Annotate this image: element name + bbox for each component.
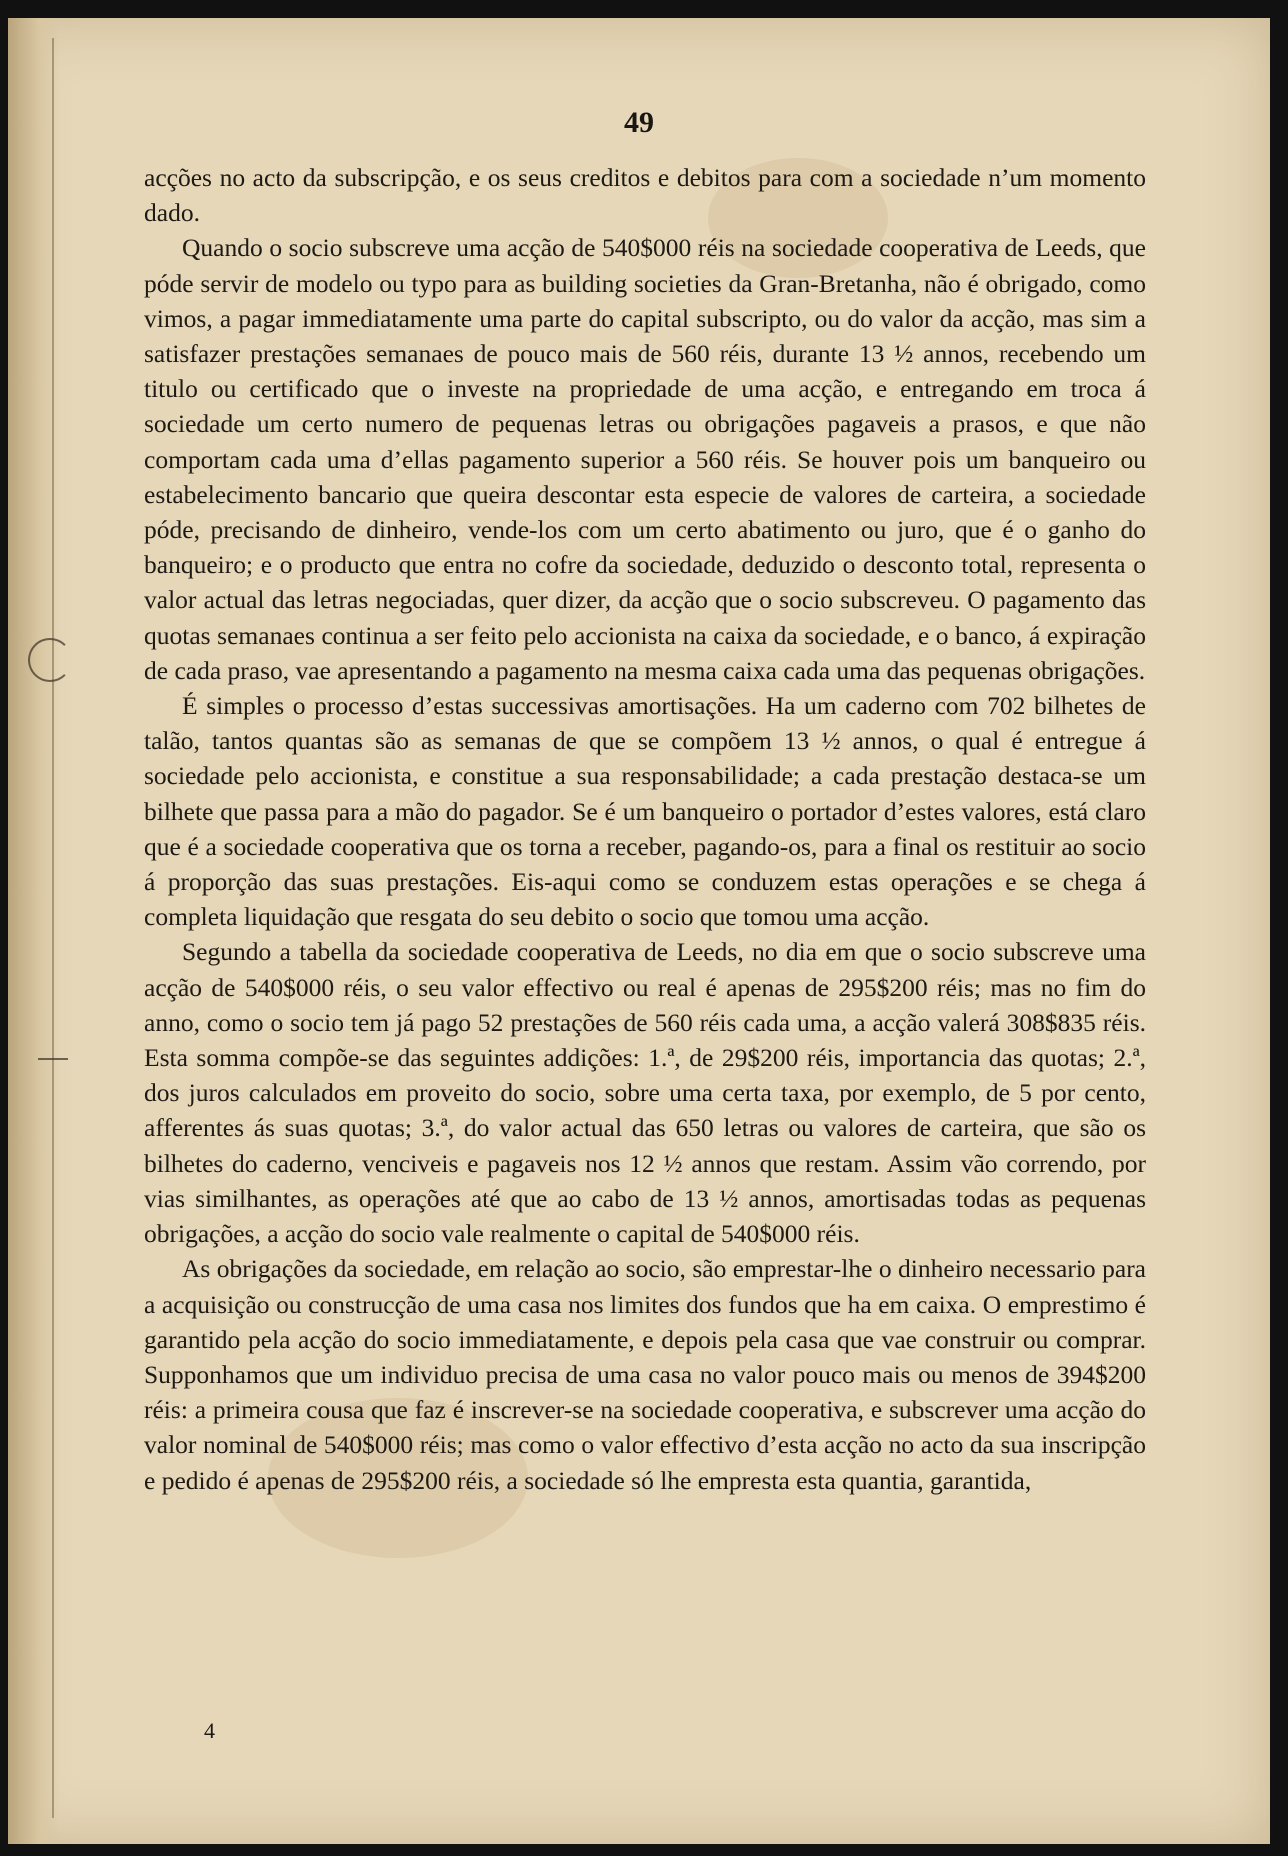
paragraph: É simples o processo d’estas successivas amortisações. Ha um caderno com 702 bilhetes de talão, tantos quantas são as semanas de que se compõem 13 ½ annos, o qual é entregue á sociedade pelo accionista, e constitue a sua responsabilidade; a cada prestação destaca-se um bilhete que passa para a mão do pagador. Se é um banqueiro o portador d’estes valores, está claro que é a sociedade cooperativa que os torna a receber, pagando-os, para a final os restituir ao socio á proporção das suas prestações. Eis-aqui como se conduzem estas operações e se chega á completa liquidação que resgata do seu debito o socio que tomou uma acção. <box>144 691 1146 932</box>
book-page <box>8 18 1270 1844</box>
body-text <box>144 160 1146 1498</box>
paragraph: As obrigações da sociedade, em relação ao socio, são emprestar-lhe o dinheiro necessario para a acquisição ou construcção de uma casa nos limites dos fundos que ha em caixa. O emprestimo é garantido pela acção do socio immediatamente, e depois pela casa que vae construir ou comprar. Supponhamos que um individuo precisa de uma casa no valor pouco mais ou menos de 394$200 réis: a primeira cousa que faz é inscrever-se na sociedade cooperativa, e subscrever uma acção do valor nominal de 540$000 réis; mas como o valor effectivo d’esta acção no acto da sua inscripção e pedido é apenas de 295$200 réis, a sociedade só lhe empresta esta quantia, garantida, <box>144 1254 1146 1495</box>
signature-mark: 4 <box>204 1718 215 1743</box>
page-number: 49 <box>624 106 654 139</box>
paragraph: acções no acto da subscripção, e os seus creditos e debitos para com a sociedade n’um momento dado. <box>144 163 1146 228</box>
margin-mark <box>38 1058 68 1060</box>
margin-mark <box>28 638 72 682</box>
paragraph: Segundo a tabella da sociedade cooperativa de Leeds, no dia em que o socio subscreve uma acção de 540$000 réis, o seu valor effectivo ou real é apenas de 295$200 réis; mas no fim do anno, como o socio tem já pago 52 prestações de 560 réis cada uma, a acção valerá 308$835 réis. Esta somma compõe-se das seguintes addições: 1.ª, de 29$200 réis, importancia das quotas; 2.ª, dos juros calculados em proveito do socio, sobre uma certa taxa, por exemplo, de 5 por cento, afferentes ás suas quotas; 3.ª, do valor actual das 650 letras ou valores de carteira, que são os bilhetes do caderno, venciveis e pagaveis nos 12 ½ annos que restam. Assim vão correndo, por vias similhantes, as operações até que ao cabo de 13 ½ annos, amortisadas todas as pequenas obrigações, a acção do socio vale realmente o capital de 540$000 réis. <box>144 937 1146 1249</box>
binding-fold <box>52 38 54 1818</box>
paragraph: Quando o socio subscreve uma acção de 540$000 réis na sociedade cooperativa de Leeds, que póde servir de modelo ou typo para as building societies da Gran-Bretanha, não é obrigado, como vimos, a pagar immediatamente uma parte do capital subscripto, ou do valor da acção, mas sim a satisfazer prestações semanaes de pouco mais de 560 réis, durante 13 ½ annos, recebendo um titulo ou certificado que o investe na propriedade de uma acção, e entregando em troca á sociedade um certo numero de pequenas letras ou obrigações pagaveis a prasos, e que não comportam cada uma d’ellas pagamento superior a 560 réis. Se houver pois um banqueiro ou estabelecimento bancario que queira descontar esta especie de valores de carteira, a sociedade póde, precisando de dinheiro, vende-los com um certo abatimento ou juro, que é o ganho do banqueiro; e o producto que entra no cofre da sociedade, deduzido o desconto total, representa o valor actual das letras negociadas, quer dizer, da acção que o socio subscreveu. O pagamento das quotas semanaes continua a ser feito pelo accionista na caixa da sociedade, e o banco, á expiração de cada praso, vae apresentando a pagamento na mesma caixa cada uma das pequenas obrigações. <box>144 233 1146 685</box>
